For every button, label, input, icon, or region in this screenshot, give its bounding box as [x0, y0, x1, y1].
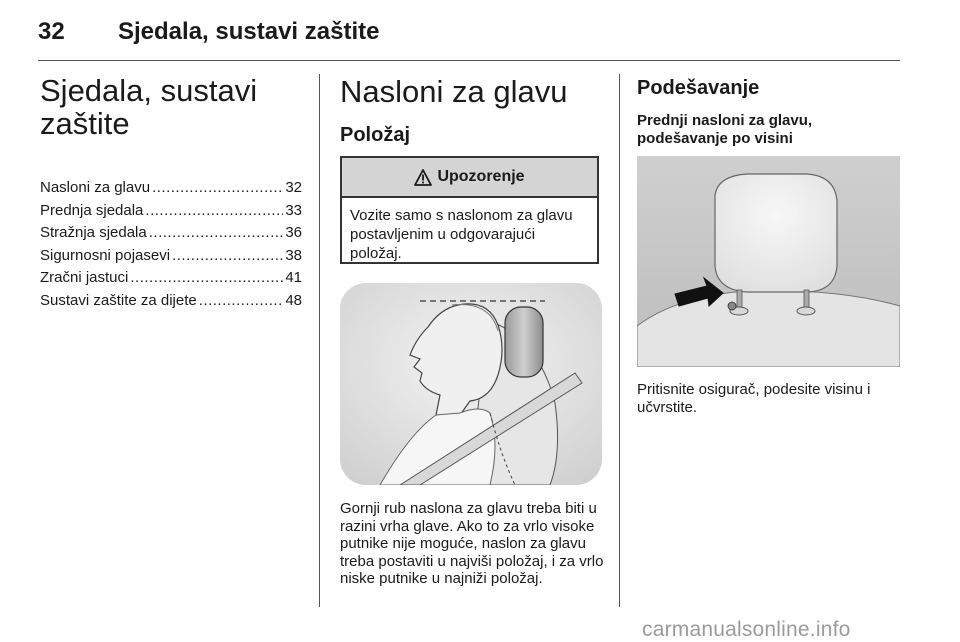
- section-title-line: Sjedala, sustavi: [40, 73, 258, 108]
- page-number: 32: [38, 18, 65, 45]
- toc-entry-page[interactable]: 38: [285, 246, 302, 264]
- warning-text: Vozite samo s naslonom za glavu postavljenim u odgovarajući položaj.: [350, 207, 573, 262]
- topic-subtitle-line: Prednji nasloni za glavu,: [637, 112, 813, 129]
- topic-subtitle-line: podešavanje po visini: [637, 130, 793, 147]
- toc-entry[interactable]: [40, 245, 302, 268]
- warning-heading: Upozorenje: [437, 168, 525, 185]
- toc-entry-title[interactable]: Stražnja sjedala: [40, 224, 147, 242]
- body-paragraph: Pritisnite osigurač, podesite visinu i učvrstite.: [637, 381, 871, 416]
- watermark: carmanualsonline.info: [642, 618, 851, 641]
- warning-header: [342, 158, 597, 198]
- toc-entry-title[interactable]: Nasloni za glavu: [40, 179, 151, 196]
- toc-leader-dots: [199, 290, 284, 313]
- section-title-line: zaštite: [40, 106, 130, 141]
- toc-entry[interactable]: [40, 290, 302, 313]
- toc-entry[interactable]: [40, 222, 302, 245]
- toc-leader-dots: [145, 200, 283, 223]
- toc-entry-page[interactable]: 48: [285, 291, 302, 309]
- table-of-contents: [40, 177, 302, 313]
- toc-entry-title[interactable]: Sigurnosni pojasevi: [40, 246, 171, 264]
- toc-leader-dots: [172, 245, 283, 268]
- topic-subtitle: [637, 112, 899, 148]
- head-restraint-adjust-illustration: [637, 156, 900, 367]
- topic-title: Nasloni za glavu: [340, 74, 568, 109]
- toc-entry-title[interactable]: Zračni jastuci: [40, 269, 129, 287]
- column-divider: [319, 74, 320, 607]
- toc-leader-dots: [152, 177, 283, 200]
- head-restraint-position-illustration: [340, 283, 602, 485]
- running-header-title: Sjedala, sustavi zaštite: [118, 18, 380, 45]
- section-title: [40, 74, 257, 140]
- toc-entry[interactable]: [40, 267, 302, 290]
- toc-entry-page[interactable]: 41: [285, 269, 302, 287]
- toc-leader-dots: [130, 267, 283, 290]
- header-rule: [38, 60, 900, 61]
- toc-entry-page[interactable]: 36: [285, 224, 302, 242]
- warning-box: [340, 156, 599, 264]
- topic-title: Podešavanje: [637, 77, 760, 99]
- body-paragraph: Gornji rub naslona za glavu treba biti u razini vrha glave. Ako to za vrlo visoke putnike nije moguće, naslon za glavu treba postaviti u najviši položaj, i za vrlo niske putnike u najniži položaj.: [340, 500, 604, 587]
- toc-entry-page[interactable]: 33: [285, 201, 302, 219]
- toc-leader-dots: [149, 222, 284, 245]
- toc-entry-title[interactable]: Sustavi zaštite za dijete: [40, 291, 197, 309]
- toc-entry[interactable]: [40, 200, 302, 223]
- column-divider: [619, 74, 620, 607]
- warning-triangle-icon: [414, 169, 432, 186]
- toc-entry[interactable]: [40, 177, 302, 200]
- toc-entry-title[interactable]: Prednja sjedala: [40, 201, 144, 219]
- toc-entry-page[interactable]: 32: [285, 179, 302, 196]
- topic-subtitle: Položaj: [340, 124, 411, 146]
